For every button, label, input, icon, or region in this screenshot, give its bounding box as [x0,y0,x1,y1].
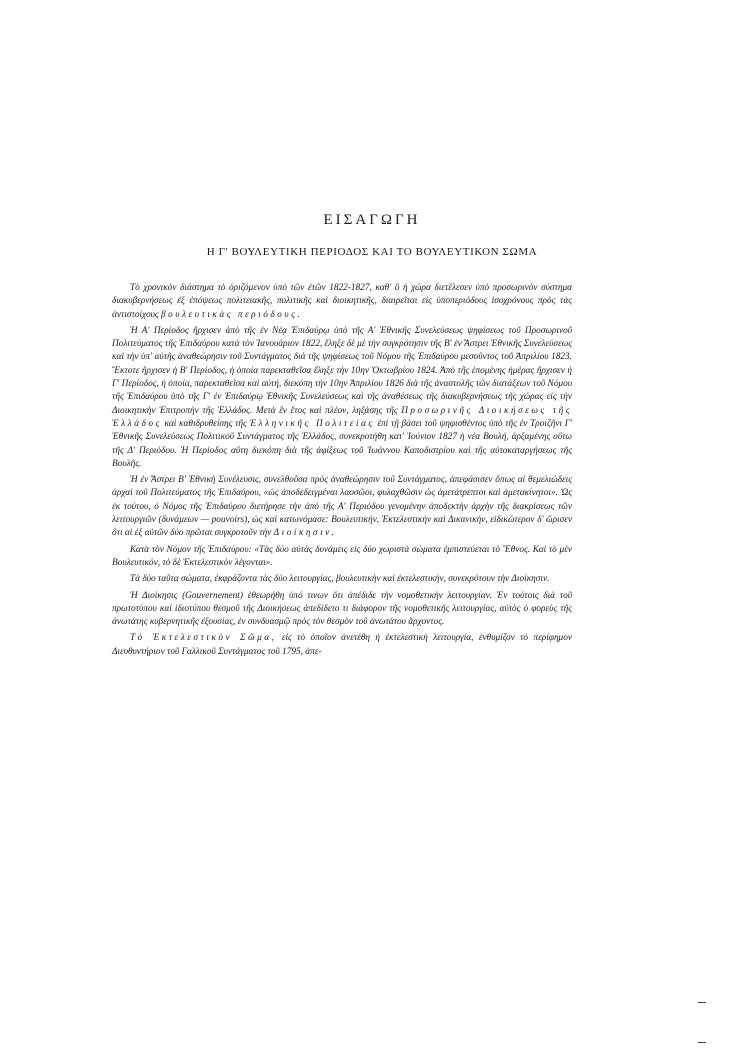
paragraph-2-spaced-d: Ἑλληνικῆς Πολιτείας [249,418,375,429]
paragraph-2-text-a: Ἡ Α' Περίοδος ἤρχισεν ἀπὸ τῆς ἐν Νέᾳ Ἐπιδαύρῳ ὑπὸ τῆς Α' Ἐθνικῆς Συνελεύσεως ψηφίσεως τοῦ Προσωρινοῦ Πολιτεύματος τῆς Ἐπιδαύρου κατὰ τὸν Ἰανουάριον 1822, ἔληξε δὲ μὲ τὴν συγκρότησιν τῆς Β' ἐν Ἄστρει Ἐθνικῆς Συνελεύσεως καὶ τὴν ὑπ' αὐτῆς ἀναθεώρησιν τοῦ Συντάγματος διὰ τῆς ψηφίσεως τοῦ Νόμου τῆς Ἐπιδαύρου μεσοῦντος τοῦ Ἀπριλίου 1823. Ἔκτοτε ἤρχισεν ἡ Β' Περίοδος, ἡ ὁποία παρεκταθεῖσα ἔληξε τὴν 10ην Ὀκτωβρίου 1824. Ἀπὸ τῆς ἐπομένης ἡμέρας ἤρχισεν ἡ Γ' Περίοδος, ἡ ὁποία, παρεκταθεῖσα καὶ αὐτή, διεκόπη τὴν 10ην Ἀπριλίου 1826 διὰ τῆς ἀναστολῆς τῶν διατάξεων τοῦ Νόμου τῆς Ἐπιδαύρου ὑπὸ τῆς Γ' ἐν Ἐπιδαύρῳ Ἐθνικῆς Συνελεύσεως καὶ τῆς ἀναθέσεως τῆς διακυβερνήσεως τῆς χώρας εἰς τὴν Διοικητικὴν Ἐπιτροπὴν τῆς Ἑλλάδος. Μετὰ ἓν ἔτος καὶ πλέον, ληξάσης τῆς [112,325,572,416]
paragraph-1-text: Τὸ χρονικὸν διάστημα τὸ ὁριζόμενον ὑπὸ τῶν ἐτῶν 1822-1827, καθ' ὃ ἡ χώρα διετέλεσεν ὑπὸ προσωρινὸν σύστημα διακυβερνήσεως ἐξ ἐπόψεως πολιτειακῆς, πολιτικῆς καὶ διοικητικῆς, διαιρεῖται εἰς ὑποπεριόδους ἰσοχρόνους πρὸς τὰς ἀντιστοίχους [112,283,572,320]
paragraph-2 [112,325,572,471]
paragraph-7 [112,632,572,659]
page-subtitle: Η Γ' ΒΟΥΛΕΥΤΙΚΗ ΠΕΡΙΟΔΟΣ ΚΑΙ ΤΟ ΒΟΥΛΕΥΤΙΚΟΝ ΣΩΜΑ [206,246,538,258]
margin-mark [698,1002,706,1003]
body-text [112,282,572,662]
paragraph-7-spaced: Τὸ Ἐκτελεστικὸν Σῶμα, [130,633,277,644]
paragraph-1 [112,282,572,322]
paragraph-7-text: εἰς τὸ ὁποῖον ἀνετέθη ἡ ἐκτελεστικὴ λειτουργία, ἐνθυμίζον τὸ περίφημον Διευθυντήριον τοῦ Γαλλικοῦ Συντάγματος τοῦ 1795, ἀπε- [112,633,572,657]
paragraph-2-text-e: ἐπὶ τῇ βάσει τοῦ ψηφισθέντος ὑπὸ τῆς ἐν Τροιζῆνι Γ' Ἐθνικῆς Συνελεύσεως Πολιτικοῦ Συντάγματος τῆς Ἑλλάδος, συνεκροτήθη κατ' Ἰούνιον 1827 ἡ νέα Βουλή, ἀρξαμένης οὕτω τῆς Δ' Περιόδου. Ἡ Περίοδος αὕτη διεκόπη διὰ τῆς ἀφίξεως τοῦ Ἰωάννου Καποδιστρίου καὶ τῆς αὐτοκαταργήσεως τῆς Βουλῆς. [112,418,572,469]
paragraph-3-spaced: Διοίκησιν. [273,528,337,539]
paragraph-4: Κατὰ τὸν Νόμον τῆς Ἐπιδαύρου: «Τὰς δύο αὐτὰς δυνάμεις εἰς δύο χωριστὰ σώματα ἐμπιστεύεται τὸ Ἔθνος. Καὶ τὸ μὲν Βουλευτικόν, τὸ δὲ Ἐκτελεστικὸν λέγονται». [112,544,572,568]
paragraph-1-spaced: βουλευτικὰς περιόδους. [160,309,303,320]
page-title: ΕΙΣΑΓΩΓΗ [323,212,421,228]
margin-mark-bottom [698,1042,706,1043]
paragraph-5: Τὰ δύο ταῦτα σώματα, ἐκφράζοντα τὰς δύο λειτουργίας, βουλευτικὴν καὶ ἐκτελεστικήν, συνεκρότουν τὴν Διοίκησιν. [130,574,550,585]
paragraph-3 [112,474,572,540]
paragraph-3-text: Ἡ ἐν Ἄστρει Β' Ἐθνικὴ Συνέλευσις, συνελθοῦσα πρὸς ἀναθεώρησιν τοῦ Συντάγματος, ἀπεφάσισεν ὅπως αἱ θεμελιώδεις ἀρχαὶ τοῦ Πολιτεύματος τῆς Ἐπιδαύρου, «ὡς ἀποδεδειγμέναι λαοσῶοι, φυλαχθῶσιν ὡς ἀμετάτρεπτοι καὶ ἀμετακίνητοι». Ὡς ἐκ τούτου, ὁ Νόμος τῆς Ἐπιδαύρου διετήρησε τὴν ἀπὸ τῆς Α' Περιόδου γενομένην ἀποδεκτὴν ἀρχὴν τῆς διακρίσεως τῶν λειτουργιῶν (δυνάμεων — pouvoirs), ὡς καὶ κατωνόμασε: Βουλευτικήν, Ἐκτελεστικὴν καὶ Δικανικήν, εἰδικώτερον δ' ὥρισεν ὅτι αἱ ἐξ αὐτῶν δύο πρῶται συγκροτοῦν τὴν [112,475,572,539]
paragraph-6: Ἡ Διοίκησις (Gouvernement) ἐθεωρήθη ὑπό τινων ὅτι ἀπέδιδε τὴν νομοθετικὴν λειτουργίαν. Ἐν τούτοις διὰ τοῦ πρωτοτύπου καὶ ἰδιοτύπου θεσμοῦ τῆς Διοικήσεως ἀπεδίδετο τι διάφορον τῆς νομοθετικῆς λειτουργίας, αὐτὸς ὁ φορεὺς τῆς ἀνωτάτης κυβερνητικῆς ἐξουσίας, ἐν συνδυασμῷ πρὸς τὸν θεσμὸν τοῦ ἀνωτάτου ἄρχοντος. [112,590,572,628]
paragraph-2-spaced-b: Προσωρινῆς Διοικήσεως τῆς Ἑλλάδος [112,405,572,429]
paragraph-2-text-c: καὶ καθιδρυθείσης τῆς [164,418,247,429]
